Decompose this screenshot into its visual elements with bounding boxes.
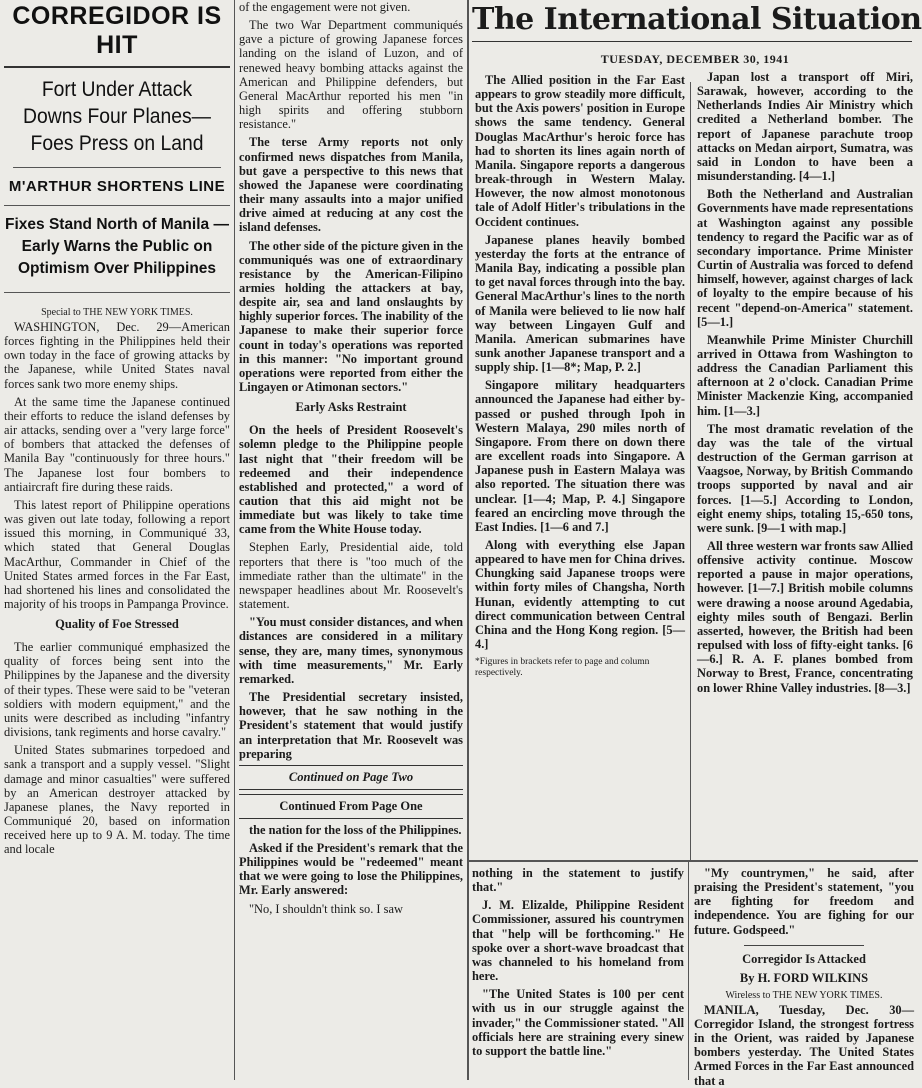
paragraph: At the same time the Japanese continued their efforts to reduce the island defenses by air attacks, sending over a "very large force" of bombers that attacked the defenses of Manila Bay "continuously for three hours." The Japanese lost four bombers to antiaircraft fire during these raids. (4, 394, 230, 494)
paragraph: of the engagement were not given. (239, 0, 411, 14)
deck-headline-1: Fort Under Attack Downs Four Planes—Foes Press on Land (13, 68, 221, 168)
paragraph: The two War Department communiqués gave a picture of growing Japanese forces landing on the island of Luzon, and of renewed heavy bombing attacks against the American and Philippine defenders, but General MacArthur reported his men "in high spirits and offering stubborn resistance." (239, 18, 463, 132)
main-headline: CORREGIDOR IS HIT (4, 0, 230, 68)
paragraph: Meanwhile Prime Minister Churchill arrived in Ottawa from Washington to address the Canadian Parliament this afternoon at 2 o'clock. Canadian Prime Minister Mackenzie King, accompanied him. [1—3.] (697, 332, 913, 418)
paragraph: Japan lost a transport off Miri, Sarawak, however, according to the Netherlands Indies Air Ministry which credited a Netherland bomber. The report of Japanese parachute troop attacks on Medan airport, Sumatra, was said in London to have been a misunderstanding. [4—1.] (697, 70, 913, 184)
paragraph: "You must consider distances, and when distances are considered in a military sense, they are, many times, synonymous with time measurements," Mr. Early remarked. (239, 615, 463, 686)
byline: By H. FORD WILKINS (739, 970, 869, 985)
paragraph: This latest report of Philippine operations was given out late today, following a report issued this morning, in Communiqué 33, which stated that General Douglas MacArthur, Commander in Chief of the United States armed forces in the Far East, had shortened his lines and consolidated the majority of his troops in Pampanga Province. (4, 497, 230, 611)
continued-bottom-left (472, 866, 684, 1080)
subheading: Quality of Foe Stressed (55, 617, 179, 632)
deck-headline-2: M'ARTHUR SHORTENS LINE (4, 168, 230, 206)
column-rule (467, 0, 469, 1080)
subheading: Early Asks Restraint (295, 400, 407, 415)
paragraph: Japanese planes heavily bombed yesterday the forts at the entrance of Manila Bay, indicating a possible plan to get naval forces through into the bay. General MacArthur's lines to the north of Manila were believed to lie now half way between Lingayen Gulf and Manila. American submarines have sunk another Japanese transport and a supply ship. [1—8*; Map, P. 2.] (475, 232, 685, 375)
continued-story-column (239, 0, 463, 1080)
paragraph: The Presidential secretary insisted, however, that he saw nothing in the President's statement that would justify an interpretation that Mr. Roosevelt was preparing (239, 690, 463, 761)
corregidor-story (694, 866, 914, 1088)
dateline: TUESDAY, DECEMBER 30, 1941 (600, 52, 790, 66)
deck-headline-3: Fixes Stand North of Manila —Early Warns the Public on Optimism Over Philippines (4, 206, 230, 293)
paragraph: "My countrymen," he said, after praising the President's statement, "you are fighting for freedom and independence. You are fighing for our future. Godspeed." (694, 866, 914, 937)
paragraph: "No, I shouldn't think so. I saw (249, 901, 403, 916)
column-rule (688, 862, 689, 1080)
international-right-column (697, 70, 913, 860)
paragraph: the nation for the loss of the Philippines. (249, 822, 462, 837)
paragraph: United States submarines torpedoed and sank a transport and a supply vessel. "Slight damage and minor casualties" were suffered by an American destroyer attacked by Japanese planes, the Navy reported in Communiqué 20, based on information received here up to 9 A. M. today. The time and locale (4, 743, 230, 857)
paragraph: J. M. Elizalde, Philippine Resident Commissioner, assured his countrymen that "help will be forthcoming." He spoke over a short-wave broadcast that was channeled to his homeland from here. (472, 898, 684, 984)
date-row (475, 52, 915, 67)
paragraph: Both the Netherland and Australian Governments have made representations at Washington against any possible tendency to regard the Pacific war as of secondary importance. Prime Minister Curtin of Australia was forced to defend himself, however, against charges of lack of loyalty to the empire because of his recent "depend-on-America" statement. [5—1.] (697, 187, 914, 329)
paragraph: The most dramatic revelation of the day was the tale of the virtual destruction of the German garrison at Vaagsoe, Norway, by British Commando troops supported by naval and air forces. [1—5.] According to London, eight enemy ships, totaling 15,-650 tons, were sunk. [9—1 with map.] (697, 421, 913, 535)
paragraph: nothing in the statement to justify that." (472, 866, 684, 895)
continued-on-label: Continued on Page Two (239, 765, 463, 790)
column-rule (234, 0, 235, 1080)
paragraph: On the heels of President Roosevelt's solemn pledge to the Philippine people last night that "their freedom will be redeemed and their independence established and protected," a word of caution that this aid might not be immediate but was likely to take time came from the White House today. (239, 423, 463, 537)
paragraph: The Allied position in the Far East appears to grow steadily more difficult, but the Axis powers' position in Europe shows the same tendency. General Douglas MacArthur's heroic force has had to shorten its lines again north of Manila. Singapore reports a dangerous break-through in Western Malay. However, the now almost monotonous tale of Adolf Hitler's tribulations in the Occident continues. (475, 73, 685, 229)
international-situation-header (472, 0, 922, 42)
footnote: *Figures in brackets refer to page and column respectively. (475, 657, 650, 679)
paragraph: The earlier communiqué emphasized the quality of forces being sent into the Philippines by the Japanese and the diversity of their types. These were said to be "veteran soldiers with modern equipment," and the units were described as including "infantry divisions, tank regiments and horse cavalry." (4, 640, 230, 740)
paragraph: Along with everything else Japan appeared to have men for China drives. Chungking said Japanese troops were within forty miles of Changsha, North Hunan, evidently attempting to cut direct communication between Central China and the Hong Kong region. [5—4.] (475, 538, 685, 652)
paragraph: "The United States is 100 per cent with us in our struggle against the invader," the Commissioner stated. "All officials here are straining every sinew to support the battle line." (472, 987, 685, 1058)
paragraph: Singapore military headquarters announced the Japanese had either by-passed or pushed through Ipoh in Western Malaya, 290 miles north of Singapore. From there on down there are excellent roads into Singapore. A Japanese push in Eastern Malaya was also reported. The situation there was unclear. [1—4; Map, P. 4.] Singapore feared an encircling move through the East Indies. [1—6 and 7.] (475, 378, 685, 534)
credit-line: Special to THE NEW YORK TIMES. (41, 307, 193, 318)
column-rule (690, 82, 691, 862)
paragraph: MANILA, Tuesday, Dec. 30—Corregidor Island, the strongest fortress in the Orient, was raided by Japanese bombers yesterday. The United States Armed Forces in the Far East announced that a (694, 1002, 914, 1088)
paragraph: All three western war fronts saw Allied offensive activity continue. Moscow reported a pause in major operations, however. [1—7.] British mobile columns were drawing a noose around Agedabia, eighty miles south of Bengazi. Berlin asserted, however, the British had been repulsed with loss of fifty-eight tanks. [6—6.] R. A. F. planes bombed from Norway to Brest, France, concentrating on lower Rhine Valley industries. [8—3.] (697, 539, 913, 695)
paragraph: WASHINGTON, Dec. 29—American forces fighting in the Philippines held their own today in the face of growing attacks by the Japanese, while United States naval forces sank two more enemy ships. (4, 320, 230, 391)
lead-story-column (4, 0, 230, 860)
continued-from-label: Continued From Page One (239, 794, 463, 819)
credit-line: Wireless to THE NEW YORK TIMES. (725, 989, 883, 1001)
subheading: Corregidor Is Attacked (742, 951, 866, 966)
section-title: The International Situation (472, 2, 922, 37)
paragraph: Stephen Early, Presidential aide, told reporters that there is "too much of the immediate rather than the ultimate" in the newspaper headlines about Mr. Roosevelt's statement. (239, 540, 463, 612)
paragraph: Asked if the President's remark that the Philippines would be "redeemed" meant that we were going to lose the Philippines, Mr. Early answered: (239, 840, 463, 898)
box-rule (469, 860, 918, 862)
paragraph: The other side of the picture given in the communiqués was one of extraordinary resistance by the American-Filipino armies holding the attackers at bay, despite air, sea and land onslaughts by highly superior forces. The inability of the Japanese to make their superior force count in today's operations was reported in this manner: "No important ground operations were reported from either the Lingayen or Atimonan sectors." (239, 238, 463, 395)
international-left-column (475, 46, 790, 860)
paragraph: The terse Army reports not only confirmed news dispatches from Manila, but gave a perspective to this news that showed the Japanese were coordinating their many assaults into a major unified drive aimed at reducing at any cost the island defenses. (239, 135, 463, 235)
